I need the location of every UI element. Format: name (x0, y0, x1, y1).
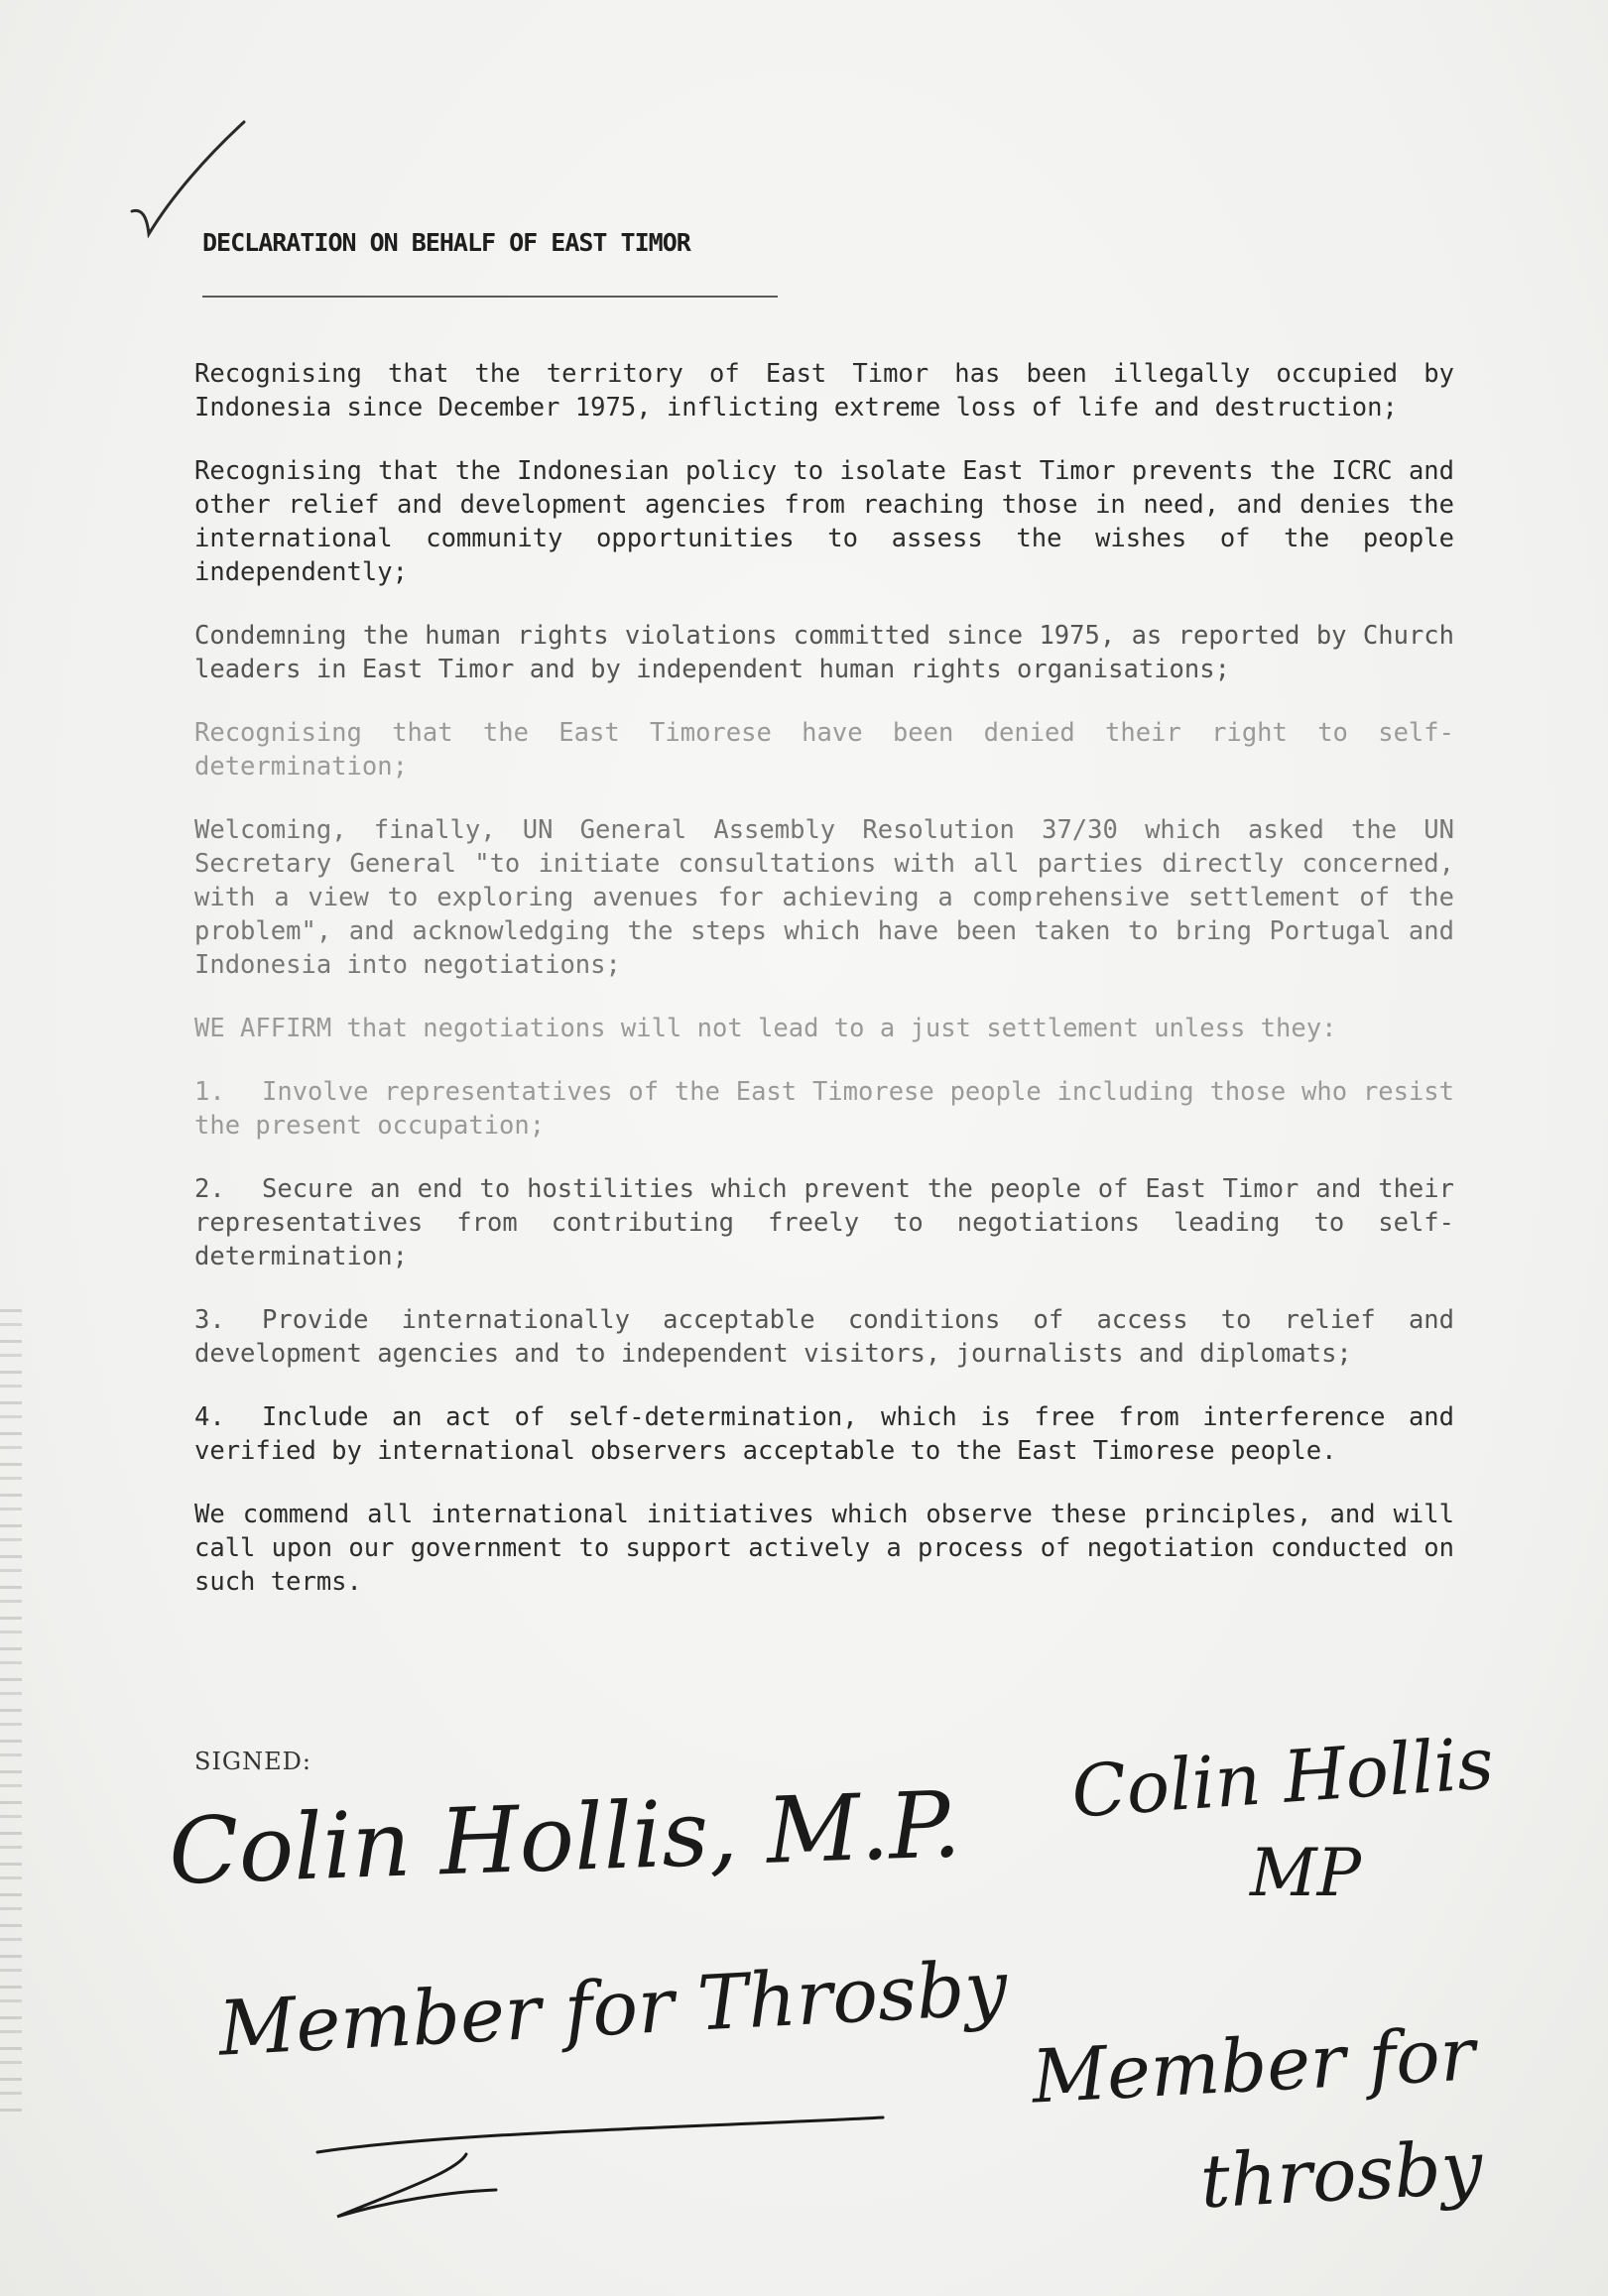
paragraph-recognising-self-determination: Recognising that the East Timorese have been denied their right to self-determination; (194, 718, 1454, 782)
list-item-text: Secure an end to hostilities which prevent the people of East Timor and their representatives from contributing freely to negotiations leading to self-determination; (194, 1174, 1454, 1271)
list-item-text: Include an act of self-determination, which is free from interference and verified by international observers acceptable to the East Timorese people. (194, 1402, 1454, 1466)
list-item-number: 4. (194, 1402, 225, 1432)
closing-paragraph: We commend all international initiatives which observe these principles, and will call upon our government to support actively a process of negotiation conducted on such terms. (194, 1500, 1454, 1597)
signature-underline (298, 2093, 893, 2222)
handwritten-member-right: Member for (1030, 2011, 1478, 2120)
paragraph-recognising-isolation: Recognising that the Indonesian policy to isolate East Timor prevents the ICRC and other relief and development agencies from reaching those in need, and denies the international community opportunities to assess the wishes of the people independently; (194, 456, 1454, 587)
list-item (194, 1075, 1454, 1143)
list-item (194, 1400, 1454, 1468)
handwritten-signature-left: Colin Hollis, M.P. (167, 1771, 963, 1905)
title-underline (202, 296, 778, 298)
list-item (194, 1172, 1454, 1273)
paragraph-recognising-occupation: Recognising that the territory of East Timor has been illegally occupied by Indonesia since December 1975, inflicting extreme loss of life and destruction; (194, 359, 1454, 423)
checkmark-icon (127, 117, 266, 246)
handwritten-place-right: throsby (1197, 2124, 1485, 2226)
list-item (194, 1303, 1454, 1371)
handwritten-mp-right: MP (1250, 1835, 1361, 1911)
declaration-body (194, 357, 1454, 1629)
paragraph-we-affirm: WE AFFIRM that negotiations will not lead to a just settlement unless they: (194, 1014, 1337, 1043)
list-item-number: 2. (194, 1174, 225, 1204)
handwritten-member-left: Member for Throsby (216, 1943, 1010, 2073)
scanned-edge-marks (0, 1309, 22, 2122)
paragraph-condemning-violations: Condemning the human rights violations committed since 1975, as reported by Church leaders in East Timor and by independent human rights organisations; (194, 621, 1454, 684)
list-item-text: Involve representatives of the East Timorese people including those who resist the present occupation; (194, 1077, 1454, 1141)
handwritten-name-right: Colin Hollis (1068, 1721, 1497, 1834)
list-item-number: 1. (194, 1077, 225, 1107)
paragraph-welcoming-resolution: Welcoming, finally, UN General Assembly Resolution 37/30 which asked the UN Secretary General "to initiate consultations with all parties directly concerned, with a view to exploring avenues for achieving a comprehensive settlement of the problem", and acknowledging the steps which have been taken to bring Portugal and Indonesia into negotiations; (194, 815, 1454, 980)
document-title: DECLARATION ON BEHALF OF EAST TIMOR (202, 228, 690, 257)
list-item-number: 3. (194, 1305, 225, 1335)
list-item-text: Provide internationally acceptable conditions of access to relief and development agencies and to independent visitors, journalists and diplomats; (194, 1305, 1454, 1369)
signed-label: SIGNED: (194, 1748, 311, 1775)
